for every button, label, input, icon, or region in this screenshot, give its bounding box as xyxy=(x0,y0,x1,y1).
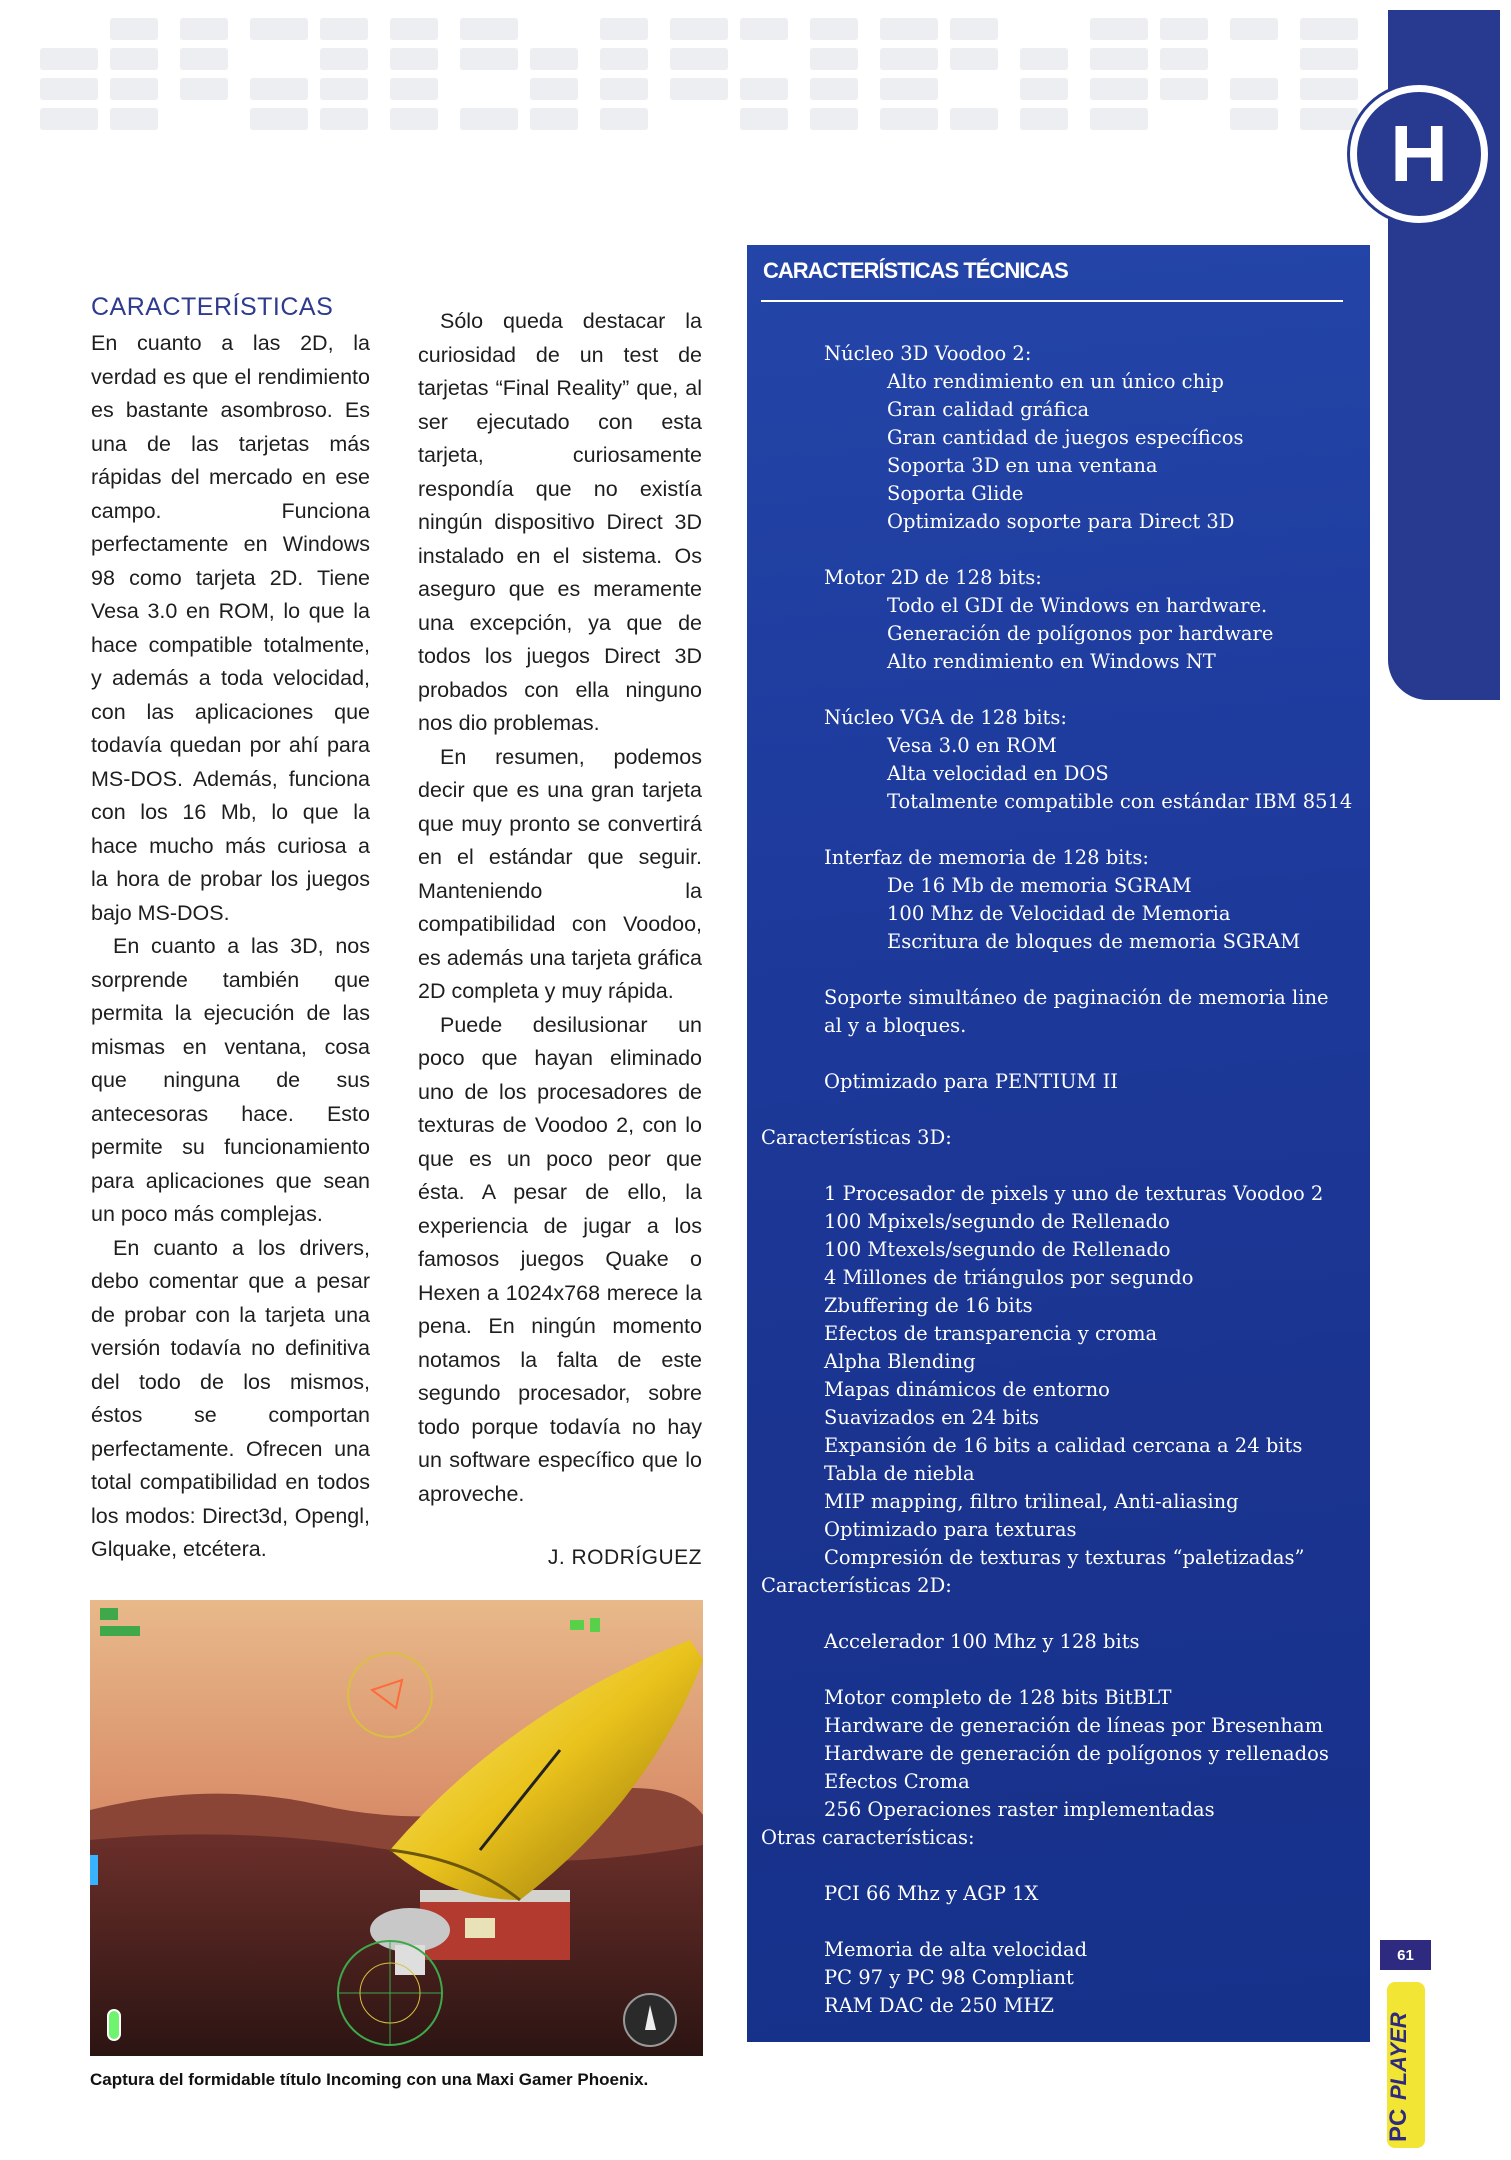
header-pattern-block xyxy=(110,18,158,40)
header-pattern-block xyxy=(250,78,308,100)
header-pattern-block xyxy=(670,78,728,100)
spec-line: Mapas dinámicos de entorno xyxy=(824,1378,1110,1401)
header-pattern-block xyxy=(530,78,578,100)
header-pattern-block xyxy=(1020,108,1068,130)
header-pattern-block xyxy=(810,18,858,40)
spec-line: Efectos de transparencia y croma xyxy=(824,1322,1158,1345)
header-pattern-block xyxy=(1160,78,1208,100)
spec-line: Vesa 3.0 en ROM xyxy=(887,734,1057,757)
header-pattern-block xyxy=(250,18,308,40)
spec-line: Interfaz de memoria de 128 bits: xyxy=(824,846,1149,869)
spec-line: Zbuffering de 16 bits xyxy=(824,1294,1033,1317)
paragraph: Sólo queda destacar la curiosidad de un test de tarjetas “Final Reality” que, al ser ejecutado con esta tarjeta, curiosamente respondía que no existía ningún dispositivo Direct 3D instalado en el sistema. Os aseguro que es meramente una excepción, ya que de todos los juegos Direct 3D probados con ella ninguno nos dio problemas. xyxy=(418,309,702,735)
spec-line: Hardware de generación de polígonos y rellenados xyxy=(824,1742,1329,1765)
header-pattern-block xyxy=(740,78,788,100)
header-pattern-block xyxy=(1300,108,1358,130)
header-pattern-block xyxy=(460,48,518,70)
spec-line: PC 97 y PC 98 Compliant xyxy=(824,1966,1074,1989)
specs-divider xyxy=(761,300,1343,302)
header-pattern-block xyxy=(1230,18,1278,40)
header-pattern-block xyxy=(1300,48,1358,70)
spec-line: Totalmente compatible con estándar IBM 8514 xyxy=(887,790,1353,813)
author-signature: J. RODRÍGUEZ xyxy=(547,1546,702,1569)
header-pattern-block xyxy=(810,48,858,70)
header-pattern-block xyxy=(1090,78,1148,100)
spec-line: Optimizado para texturas xyxy=(824,1518,1077,1541)
spec-line: Todo el GDI de Windows en hardware. xyxy=(887,594,1268,617)
header-pattern-block xyxy=(810,108,858,130)
article-column-1 xyxy=(91,293,370,1567)
header-pattern-block xyxy=(1160,18,1208,40)
header-pattern-block xyxy=(390,18,438,40)
header-pattern-block xyxy=(950,48,998,70)
spec-line: De 16 Mb de memoria SGRAM xyxy=(887,874,1192,897)
spec-line: Tabla de niebla xyxy=(824,1462,975,1485)
header-pattern-block xyxy=(320,108,368,130)
header-pattern-block xyxy=(390,108,438,130)
spec-line: Otras características: xyxy=(761,1826,975,1849)
header-pattern-block xyxy=(600,108,648,130)
game-screenshot xyxy=(90,1600,703,2056)
paragraph: En cuanto a las 3D, nos sorprende también que permita la ejecución de las mismas en ventana, cosa que ninguna de sus antecesoras hace. Esto permite su funcionamiento para aplicaciones que sean un poco más complejas. xyxy=(91,934,370,1226)
spec-line: Gran cantidad de juegos específicos xyxy=(887,426,1244,449)
header-pattern-block xyxy=(250,108,308,130)
spec-line: Alta velocidad en DOS xyxy=(887,762,1109,785)
header-pattern-block xyxy=(110,48,158,70)
header-pattern-block xyxy=(180,48,228,70)
header-pattern-block xyxy=(320,48,368,70)
specs-panel xyxy=(747,245,1370,2042)
header-pattern-block xyxy=(740,18,788,40)
header-pattern-block xyxy=(880,18,938,40)
header-pattern-block xyxy=(320,78,368,100)
spec-line: Optimizado soporte para Direct 3D xyxy=(887,510,1235,533)
spec-line: Características 3D: xyxy=(761,1126,952,1149)
header-pattern-block xyxy=(1090,108,1148,130)
spec-line: 100 Mhz de Velocidad de Memoria xyxy=(887,902,1231,925)
spec-line: 100 Mpixels/segundo de Rellenado xyxy=(824,1210,1170,1233)
header-pattern-block xyxy=(1020,78,1068,100)
header-pattern-block xyxy=(1230,108,1278,130)
header-pattern-block xyxy=(1020,48,1068,70)
header-pattern-block xyxy=(810,78,858,100)
header-pattern-block xyxy=(600,78,648,100)
spec-line: Memoria de alta velocidad xyxy=(824,1938,1088,1961)
spec-line: Alto rendimiento en un único chip xyxy=(887,370,1224,393)
header-pattern-block xyxy=(1090,18,1148,40)
spec-line: RAM DAC de 250 MHZ xyxy=(824,1994,1054,2017)
spec-line: Gran calidad gráfica xyxy=(887,398,1090,421)
header-pattern-block xyxy=(180,18,228,40)
spec-line: 256 Operaciones raster implementadas xyxy=(824,1798,1215,1821)
header-pattern-block xyxy=(390,48,438,70)
header-pattern-block xyxy=(1160,48,1208,70)
spec-line: Motor 2D de 128 bits: xyxy=(824,566,1042,589)
magazine-logo xyxy=(1383,1980,1429,2150)
spec-line: 100 Mtexels/segundo de Rellenado xyxy=(824,1238,1171,1261)
spec-line: al y a bloques. xyxy=(824,1014,967,1037)
spec-line: PCI 66 Mhz y AGP 1X xyxy=(824,1882,1039,1905)
page-number: 61 xyxy=(1380,1940,1431,1970)
header-pattern-block xyxy=(460,18,518,40)
header-pattern-block xyxy=(530,108,578,130)
paragraph: En resumen, podemos decir que es una gran tarjeta que muy pronto se convertirá en el estándar que seguir. Manteniendo la compatibilidad con Voodoo, es además una tarjeta gráfica 2D completa y muy rápida. xyxy=(418,744,702,1003)
spec-line: 4 Millones de triángulos por segundo xyxy=(824,1266,1194,1289)
spec-line: Escritura de bloques de memoria SGRAM xyxy=(887,930,1301,953)
spec-line: Optimizado para PENTIUM II xyxy=(824,1070,1118,1093)
magazine-logo-text: PLAYER xyxy=(1386,2012,1411,2100)
spec-line: Alto rendimiento en Windows NT xyxy=(887,650,1216,673)
specs-title: CARACTERÍSTICAS TÉCNICAS xyxy=(763,258,1068,283)
header-pattern-block xyxy=(1090,48,1148,70)
spec-line: Suavizados en 24 bits xyxy=(824,1406,1039,1429)
header-pattern-block xyxy=(460,108,518,130)
spec-line: Compresión de texturas y texturas “paletizadas” xyxy=(824,1546,1305,1569)
spec-line: Núcleo 3D Voodoo 2: xyxy=(824,342,1032,365)
header-pattern-block xyxy=(670,48,728,70)
header-pattern-block xyxy=(600,48,648,70)
article-column-2 xyxy=(418,305,702,1575)
header-pattern-block xyxy=(740,108,788,130)
spec-line: Alpha Blending xyxy=(824,1350,976,1373)
paragraph: Puede desilusionar un poco que hayan eliminado uno de los procesadores de texturas de Voodoo 2, con lo que es un poco peor que ésta. A pesar de ello, la experiencia de jugar a los famosos juegos Quake o Hexen a 1024x768 merece la pena. En ningún momento notamos la falta de este segundo procesador, sobre todo porque todavía no hay un software específico que lo aproveche. xyxy=(418,1012,702,1506)
header-pattern-block xyxy=(950,108,998,130)
header-pattern-block xyxy=(600,18,648,40)
section-logo: H xyxy=(1350,85,1488,223)
paragraph: En cuanto a los drivers, debo comentar que a pesar de probar con la tarjeta una versión todavía no definitiva del todo de los mismos, éstos se comportan perfectamente. Ofrecen una total compatibilidad en todos los modos: Direct3d, Opengl, Glquake, etcétera. xyxy=(91,1235,370,1561)
spec-line: Soporta Glide xyxy=(887,482,1024,505)
spec-line: Efectos Croma xyxy=(824,1770,970,1793)
header-pattern-block xyxy=(40,48,98,70)
header-pattern-block xyxy=(1230,78,1278,100)
header-pattern-block xyxy=(1300,18,1358,40)
spec-line: Soporte simultáneo de paginación de memoria line xyxy=(824,986,1329,1009)
section-heading: CARACTERÍSTICAS xyxy=(91,293,334,321)
header-pattern-block xyxy=(320,18,368,40)
header-pattern-block xyxy=(40,78,98,100)
header-pattern-block xyxy=(530,48,578,70)
game-scene-illustration xyxy=(90,1600,703,2056)
spec-line: Núcleo VGA de 128 bits: xyxy=(824,706,1067,729)
header-pattern-block xyxy=(670,18,728,40)
header-pattern-block xyxy=(880,108,938,130)
header-pattern-block xyxy=(880,78,938,100)
spec-line: Soporta 3D en una ventana xyxy=(887,454,1158,477)
spec-line: Motor completo de 128 bits BitBLT xyxy=(824,1686,1172,1709)
photo-caption: Captura del formidable título Incoming con una Maxi Gamer Phoenix. xyxy=(90,2070,649,2089)
header-pattern-block xyxy=(950,18,998,40)
spec-line: Expansión de 16 bits a calidad cercana a 24 bits xyxy=(824,1434,1303,1457)
header-pattern-block xyxy=(40,108,98,130)
header-decoration xyxy=(0,0,1390,150)
spec-line: Características 2D: xyxy=(761,1574,952,1597)
header-pattern-block xyxy=(1300,78,1358,100)
header-pattern-block xyxy=(110,78,158,100)
header-pattern-block xyxy=(880,48,938,70)
magazine-logo-prefix: PC xyxy=(1385,2108,1412,2142)
spec-line: Accelerador 100 Mhz y 128 bits xyxy=(824,1630,1140,1653)
header-pattern-block xyxy=(110,108,158,130)
spec-line: MIP mapping, filtro trilineal, Anti-aliasing xyxy=(824,1490,1239,1513)
header-pattern-block xyxy=(180,78,228,100)
paragraph: En cuanto a las 2D, la verdad es que el rendimiento es bastante asombroso. Es una de las tarjetas más rápidas del mercado en ese campo. Funciona perfectamente en Windows 98 como tarjeta 2D. Tiene Vesa 3.0 en ROM, lo que la hace compatible totalmente, y además a toda velocidad, con las aplicaciones que todavía quedan por ahí para MS-DOS. Además, funciona con los 16 Mb, lo que la hace mucho más curiosa a la hora de probar los juegos bajo MS-DOS. xyxy=(91,331,370,925)
spec-line: Hardware de generación de líneas por Bresenham xyxy=(824,1714,1324,1737)
header-pattern-block xyxy=(390,78,438,100)
spec-line: 1 Procesador de pixels y uno de texturas Voodoo 2 xyxy=(824,1182,1324,1205)
spec-line: Generación de polígonos por hardware xyxy=(887,622,1274,645)
